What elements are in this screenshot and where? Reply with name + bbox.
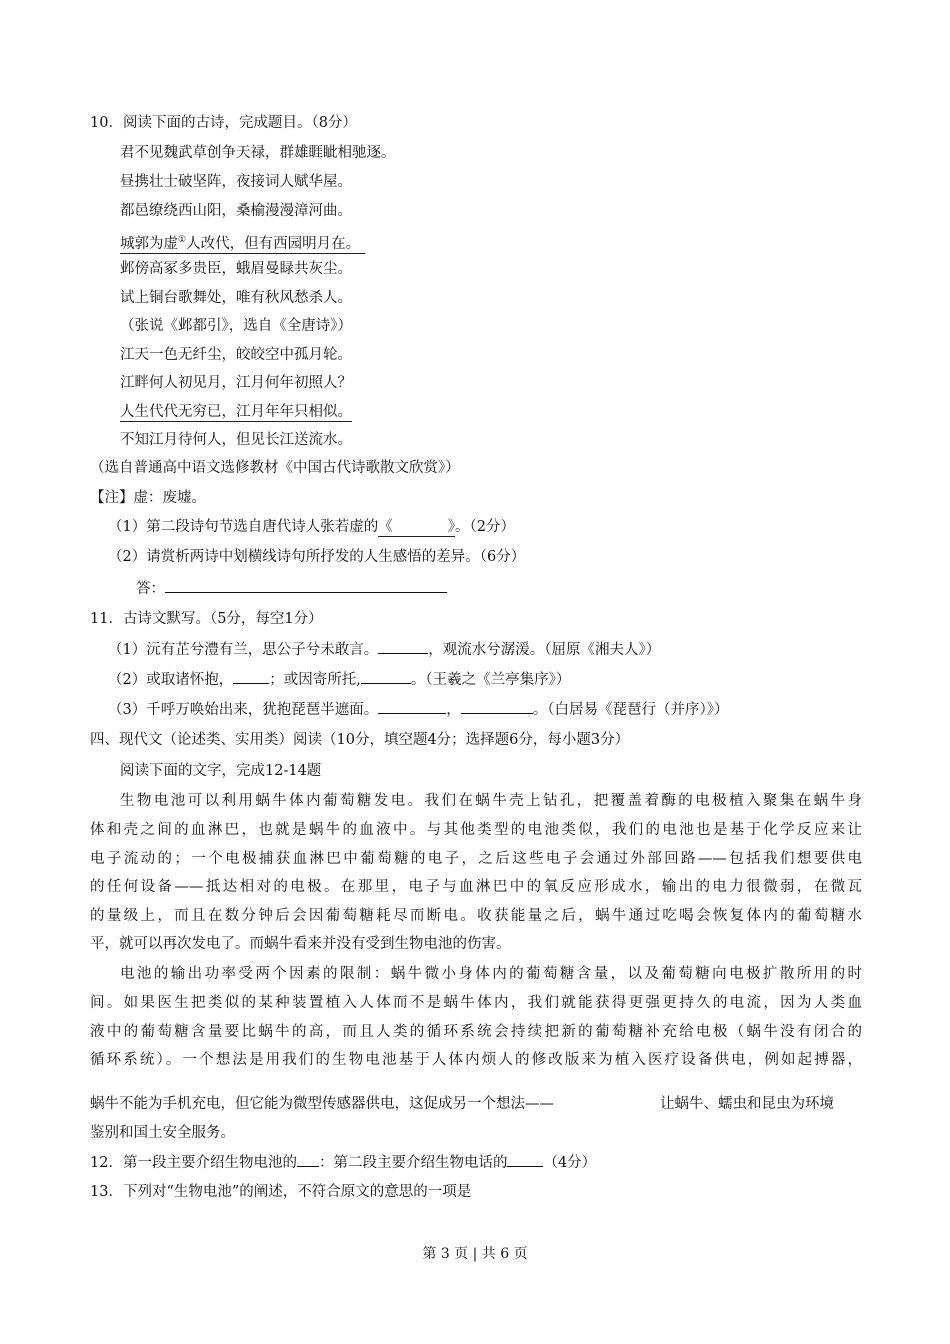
poem-line: 君不见魏武草创争天禄，群雄睚眦相驰逐。 (120, 145, 396, 161)
paragraph-line: 让蜗牛、蠕虫和昆虫为环境 (660, 1096, 834, 1112)
q11-sub3 (108, 699, 728, 720)
fill-blank[interactable] (233, 669, 269, 684)
fill-blank[interactable] (378, 639, 428, 654)
q10-sub1 (108, 517, 515, 537)
q10-stem: 10．阅读下面的古诗，完成题目。（8分） (90, 115, 357, 131)
question-text: 。（2分） (454, 519, 515, 535)
fill-blank[interactable] (361, 669, 411, 684)
paragraph-line: 液中的葡萄糖含量要比蜗牛的高，而且人类的循环系统会持续把新的葡萄糖补充给电极（蜗牛没有闭合的 (90, 1024, 862, 1040)
question-text: ， (446, 702, 461, 718)
paragraph-line: 间。如果医生把类似的某种装置植入人体而不是蜗牛体内，我们就能获得更强更持久的电流，因为人类血 (90, 995, 862, 1011)
paragraph-line: 生物电池可以利用蜗牛体内葡萄糖发电。我们在蜗牛壳上钻孔，把覆盖着酶的电极植入聚集在蜗牛身 (120, 793, 862, 809)
page-footer: 第 3 页 | 共 6 页 (422, 1246, 528, 1262)
poem-line: 不知江月待何人，但见长江送流水。 (120, 432, 352, 448)
paragraph-line: 平，就可以再次发电了。而蜗牛看来并没有受到生物电池的伤害。 (90, 936, 511, 952)
note-mark: ① (178, 235, 187, 245)
question-text: ；或因寄所托, (269, 672, 361, 688)
answer-line (136, 578, 447, 599)
question-text: （1）第二段诗句节选自唐代诗人张若虚的 (108, 519, 379, 535)
answer-label: 答： (136, 581, 165, 597)
question-text: （4分） (543, 1155, 597, 1171)
poem-line: 江畔何人初见月，江月何年初照人？ (120, 375, 352, 391)
paragraph-line: 电子流动的；一个电极捕获血淋巴中葡萄糖的电子，之后这些电子会通过外部回路——包括我们想要供电 (90, 851, 862, 867)
paragraph-line: 电池的输出功率受两个因素的限制：蜗牛微小身体内的葡萄糖含量，以及葡萄糖向电极扩散所用的时 (120, 966, 862, 982)
question-text: ，观流水兮潺湲。（屈原《湘夫人》） (428, 642, 661, 658)
fill-blank[interactable] (378, 699, 446, 714)
q10-sub2: （2）请赏析两诗中划横线诗句所抒发的人生感悟的差异。（6分） (108, 549, 526, 565)
poem-line: 试上铜台歌舞处，唯有秋风愁杀人。 (120, 290, 352, 306)
q11-stem: 11．古诗文默写。（5分，每空1分） (90, 611, 323, 627)
question-text: 。（白居易《琵琶行（并序）》） (532, 702, 729, 718)
paragraph-line: 蜗牛不能为手机充电，但它能为微型传感器供电，这促成另一个想法—— (90, 1096, 554, 1112)
poem-line: 都邑缭绕西山阳，桑榆漫漫漳河曲。 (120, 203, 352, 219)
fill-blank[interactable] (507, 1152, 543, 1167)
poem-line-underlined (120, 402, 352, 422)
bracket-close: 》 (447, 519, 455, 535)
question-text: ：第二段主要介绍生物电话的 (318, 1155, 508, 1171)
book-title-blank[interactable] (378, 519, 455, 537)
section-title: 四、现代文（论述类、实用类）阅读（10分，填空题4分；选择题6分，每小题3分） (90, 732, 630, 748)
question-text: 12．第一段主要介绍生物电池的 (90, 1155, 297, 1171)
paragraph-line: 循环系统）。一个想法是用我们的生物电池基于人体内烦人的修改版来为植入医疗设备供电，例如起搏器， (90, 1052, 862, 1068)
q12 (90, 1152, 596, 1173)
question-text: （1）沅有芷兮澧有兰，思公子兮未敢言。 (108, 642, 379, 658)
question-text: 。（王羲之《兰亭集序》） (410, 672, 571, 688)
question-text: （3）千呼万唤始出来，犹抱琵琶半遮面。 (108, 702, 379, 718)
paragraph-line: 体和壳之间的血淋巴，也就是蜗牛的血液中。与其他类型的电池类似，我们的电池也是基于化学反应来让 (90, 822, 862, 838)
paragraph-line: 的量级上，而且在数分钟后会因葡萄糖耗尽而断电。收获能量之后，蜗牛通过吃喝会恢复体内的葡萄糖水 (90, 908, 862, 924)
poem-source: （张说《邺都引》，选自《全唐诗》） (120, 318, 352, 334)
question-text: （2）或取诸怀抱， (108, 672, 234, 688)
poem-source: （选自普通高中语文选修教材《中国古代诗歌散文欣赏》） (90, 460, 460, 476)
fill-blank[interactable] (461, 699, 533, 714)
q11-sub2 (108, 669, 570, 690)
poem-line-underlined (120, 230, 365, 254)
section-intro: 阅读下面的文字，完成12-14题 (120, 763, 322, 779)
poem-line: 昼携壮士破坚阵，夜接词人赋华屋。 (120, 174, 352, 190)
q13-stem: 13．下列对“生物电池”的阐述，不符合原文的意思的一项是 (90, 1184, 472, 1200)
underlined-text: 城郭为虚 (120, 235, 178, 252)
underlined-text: 人生代代无穷已，江月年年只相似。 (120, 404, 352, 420)
underlined-text: 人改代，但有西园明月在。 (186, 235, 361, 252)
paragraph-line: 的任何设备——抵达相对的电极。在那里，电子与血淋巴中的氧反应形成水，输出的电力很微弱，在微瓦 (90, 879, 862, 895)
note: 【注】虚：废墟。 (90, 490, 206, 506)
poem-line: 邺傍高冢多贵臣，蛾眉曼睩共灰尘。 (120, 261, 352, 277)
answer-blank[interactable] (165, 578, 447, 593)
paragraph-line: 鉴别和国土安全服务。 (90, 1125, 235, 1141)
fill-blank[interactable] (297, 1152, 319, 1167)
poem-line: 江天一色无纤尘，皎皎空中孤月轮。 (120, 347, 352, 363)
q11-sub1 (108, 639, 660, 660)
bracket-open: 《 (378, 519, 393, 535)
